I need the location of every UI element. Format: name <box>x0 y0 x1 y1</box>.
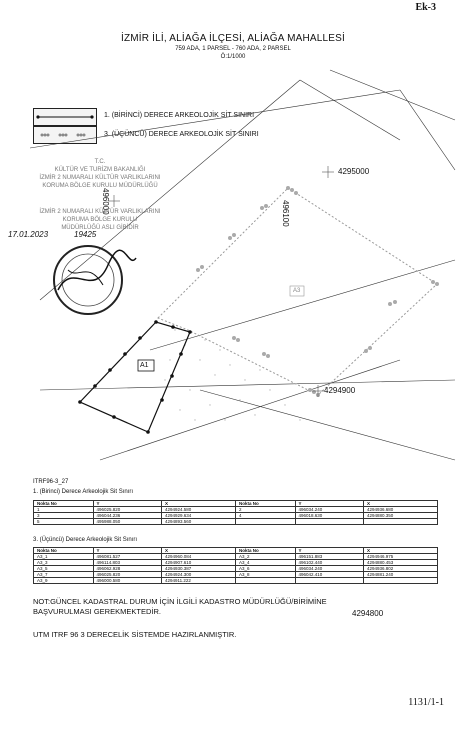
table-header: X <box>161 548 235 554</box>
table-row: 5 495988.050 4294893.560 <box>34 519 438 525</box>
annex-label: Ek-3 <box>415 2 436 13</box>
cadastral-note-line-2: BAŞVURULMASI GEREKMEKTEDİR. <box>33 607 161 616</box>
coord-label-4294900: 4294900 <box>324 386 356 395</box>
first-degree-boundary-marks <box>78 320 192 434</box>
stamp-line-6: KORUMA BÖLGE KURULU <box>62 217 138 223</box>
table-header: X <box>363 548 437 554</box>
coord-label-4294800: 4294800 <box>352 609 384 618</box>
table-row: A3_1 496081.527 4294960.084 A3_2 496151.883 4294946.975 <box>34 554 438 560</box>
table-row: 3 496044.236 4294929.634 4 496018.630 4294880.350 <box>34 513 438 519</box>
coord-label-4295000: 4295000 <box>338 167 370 176</box>
stamp-line-7: MÜDÜRLÜĞÜ ASLI GİBİDİR <box>61 225 139 231</box>
table-header: Y <box>93 548 161 554</box>
coordinate-system-label: ITRF96-3_27 <box>33 479 69 485</box>
stamp-line-3: İZMİR 2 NUMARALI KÜLTÜR VARLIKLARINI <box>39 175 161 181</box>
round-seal-icon <box>48 240 138 320</box>
table-header: Nokta No <box>235 501 295 507</box>
legend-label-third-degree: 3. (ÜÇÜNCÜ) DERECE ARKEOLOJİK SİT SINIRI <box>104 131 259 138</box>
parcel-subtitle: 759 ADA, 1 PARSEL - 760 ADA, 2 PARSEL <box>175 46 291 52</box>
cadastral-note-line-1: NOT:GÜNCEL KADASTRAL DURUM İÇİN İLGİLİ KADASTRO MÜDÜRLÜĞÜ/BİRİMİNE <box>33 597 327 606</box>
table-row: A3_5 496062.928 4294930.387 A3_6 496034.240 4294936.802 <box>34 566 438 572</box>
area-label-a1: A1 <box>140 362 149 369</box>
projection-note: UTM ITRF 96 3 DERECELİK SİSTEMDE HAZIRLANMIŞTIR. <box>33 630 237 639</box>
page-reference: 1131/1-1 <box>408 697 444 708</box>
coord-label-496000: 496000 <box>101 188 110 215</box>
table-header: X <box>161 501 235 507</box>
table-header: X <box>363 501 437 507</box>
table-header: Y <box>295 501 363 507</box>
third-degree-boundary-marks <box>196 186 439 397</box>
stamp-line-4: KORUMA BÖLGE KURULU MÜDÜRLÜĞÜ <box>42 183 158 189</box>
table-row: A3_7 496025.820 4294924.300 A3_8 496042.410 4294881.240 <box>34 572 438 578</box>
document-title: İZMİR İLİ, ALİAĞA İLÇESİ, ALİAĞA MAHALLESİ <box>120 33 346 44</box>
scale-label: Ö:1/1000 <box>220 54 246 60</box>
stamp-line-2: KÜLTÜR VE TURİZM BAKANLIĞI <box>54 167 146 173</box>
stamp-line-5: İZMİR 2 NUMARALI KÜLTÜR VARLIKLARINI <box>39 209 161 215</box>
table-row: A3_3 496114.803 4294907.610 A3_4 496102.440 4294880.453 <box>34 560 438 566</box>
stamp-line-1: T.C. <box>94 159 106 165</box>
stamp-handwritten-number: 19425 <box>74 230 97 239</box>
table-header: Y <box>295 548 363 554</box>
legend-label-first-degree: 1. (BİRİNCİ) DERECE ARKEOLOJİK SİT SINIRI <box>104 112 255 119</box>
table-third-degree-title: 3. (Üçüncü) Derece Arkeolojik Sit Sınırı <box>33 537 138 543</box>
table-header: Nokta No <box>235 548 295 554</box>
table-row: A3_9 496000.580 4294911.222 <box>34 578 438 584</box>
stamp-handwritten-date: 17.01.2023 <box>8 230 49 239</box>
table-header: Y <box>93 501 161 507</box>
table-first-degree <box>33 500 438 525</box>
table-header: Nokta No <box>34 548 94 554</box>
area-label-a3: A3 <box>293 288 301 294</box>
table-row: 1 496025.820 4294924.580 2 496034.240 4294936.680 <box>34 507 438 513</box>
coord-label-496100: 496100 <box>281 200 290 227</box>
table-third-degree <box>33 547 438 584</box>
table-header: Nokta No <box>34 501 94 507</box>
table-first-degree-title: 1. (Birinci) Derece Arkeolojik Sit Sınırı <box>33 489 134 495</box>
